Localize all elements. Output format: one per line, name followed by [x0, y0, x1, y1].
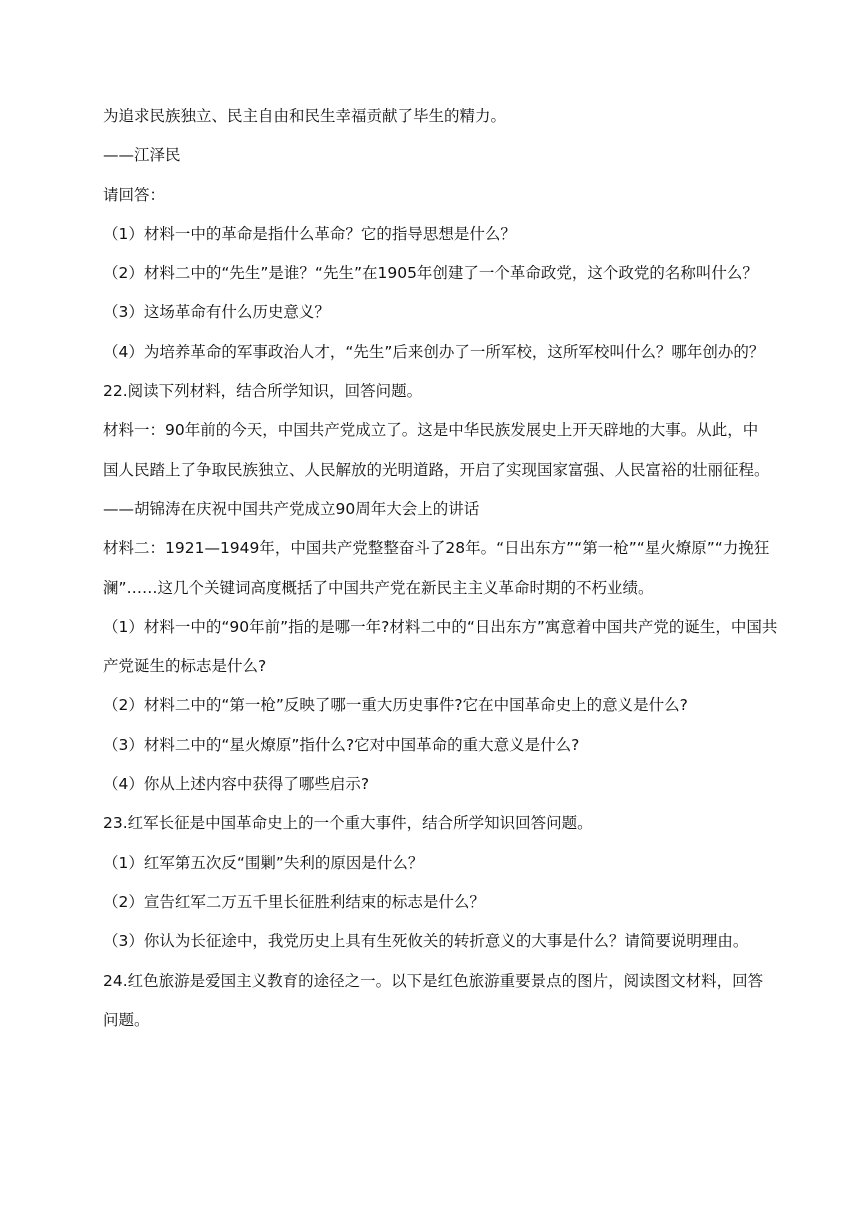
instruction-text: 请回答： — [103, 185, 166, 204]
question-line-continued: 产党诞生的标志是什么? — [103, 657, 267, 676]
question-line: （3）材料二中的“星火燎原”指什么?它对中国革命的重大意义是什么? — [103, 735, 580, 754]
question-heading: 23.红军长征是中国革命史上的一个重大事件，结合所学知识回答问题。 — [103, 814, 593, 833]
question-line: （1）材料一中的革命是指什么革命？它的指导思想是什么？ — [103, 224, 516, 243]
question-line: （1）材料一中的“90年前”指的是哪一年?材料二中的“日出东方”寓意着中国共产党的诞生，中国共 — [103, 617, 778, 636]
material-line: 国人民踏上了争取民族独立、人民解放的光明道路，开启了实现国家富强、人民富裕的壮丽征程。 — [103, 460, 770, 479]
question-heading: 24.红色旅游是爱国主义教育的途径之一。以下是红色旅游重要景点的图片，阅读图文材料，回答 — [103, 971, 764, 990]
question-heading: 22.阅读下列材料，结合所学知识，回答问题。 — [103, 382, 423, 401]
text-line: 为追求民族独立、民主自由和民生幸福贡献了毕生的精力。 — [103, 107, 507, 125]
question-line: （1）红军第五次反“围剿”失利的原因是什么？ — [103, 853, 424, 872]
question-line: （4）你从上述内容中获得了哪些启示? — [103, 775, 370, 794]
quote-attribution: ——胡锦涛在庆祝中国共产党成立90周年大会上的讲话 — [103, 499, 480, 518]
question-heading-continued: 问题。 — [103, 1010, 150, 1029]
question-line: （2）宣告红军二万五千里长征胜利结束的标志是什么？ — [103, 892, 485, 911]
quote-attribution: ——江泽民 — [103, 146, 181, 165]
material-line: 材料二：1921—1949年，中国共产党整整奋斗了28年。“日出东方”“第一枪”“星火燎原”“力挽狂 — [103, 539, 770, 558]
question-line: （3）你认为长征途中，我党历史上具有生死攸关的转折意义的大事是什么？请简要说明理由。 — [103, 932, 749, 951]
question-line: （3）这场革命有什么历史意义？ — [103, 303, 330, 322]
material-line: 材料一：90年前的今天，中国共产党成立了。这是中华民族发展史上开天辟地的大事。从此，中 — [103, 421, 759, 440]
document-page — [103, 101, 778, 1044]
question-line: （4）为培养革命的军事政治人才，“先生”后来创办了一所军校，这所军校叫什么？哪年创办的？ — [103, 342, 765, 361]
material-line: 澜”……这几个关键词高度概括了中国共产党在新民主主义革命时期的不朽业绩。 — [103, 578, 654, 597]
question-line: （2）材料二中的“先生”是谁？“先生”在1905年创建了一个革命政党，这个政党的名称叫什么？ — [103, 264, 758, 283]
question-line: （2）材料二中的“第一枪”反映了哪一重大历史事件?它在中国革命史上的意义是什么? — [103, 696, 688, 715]
